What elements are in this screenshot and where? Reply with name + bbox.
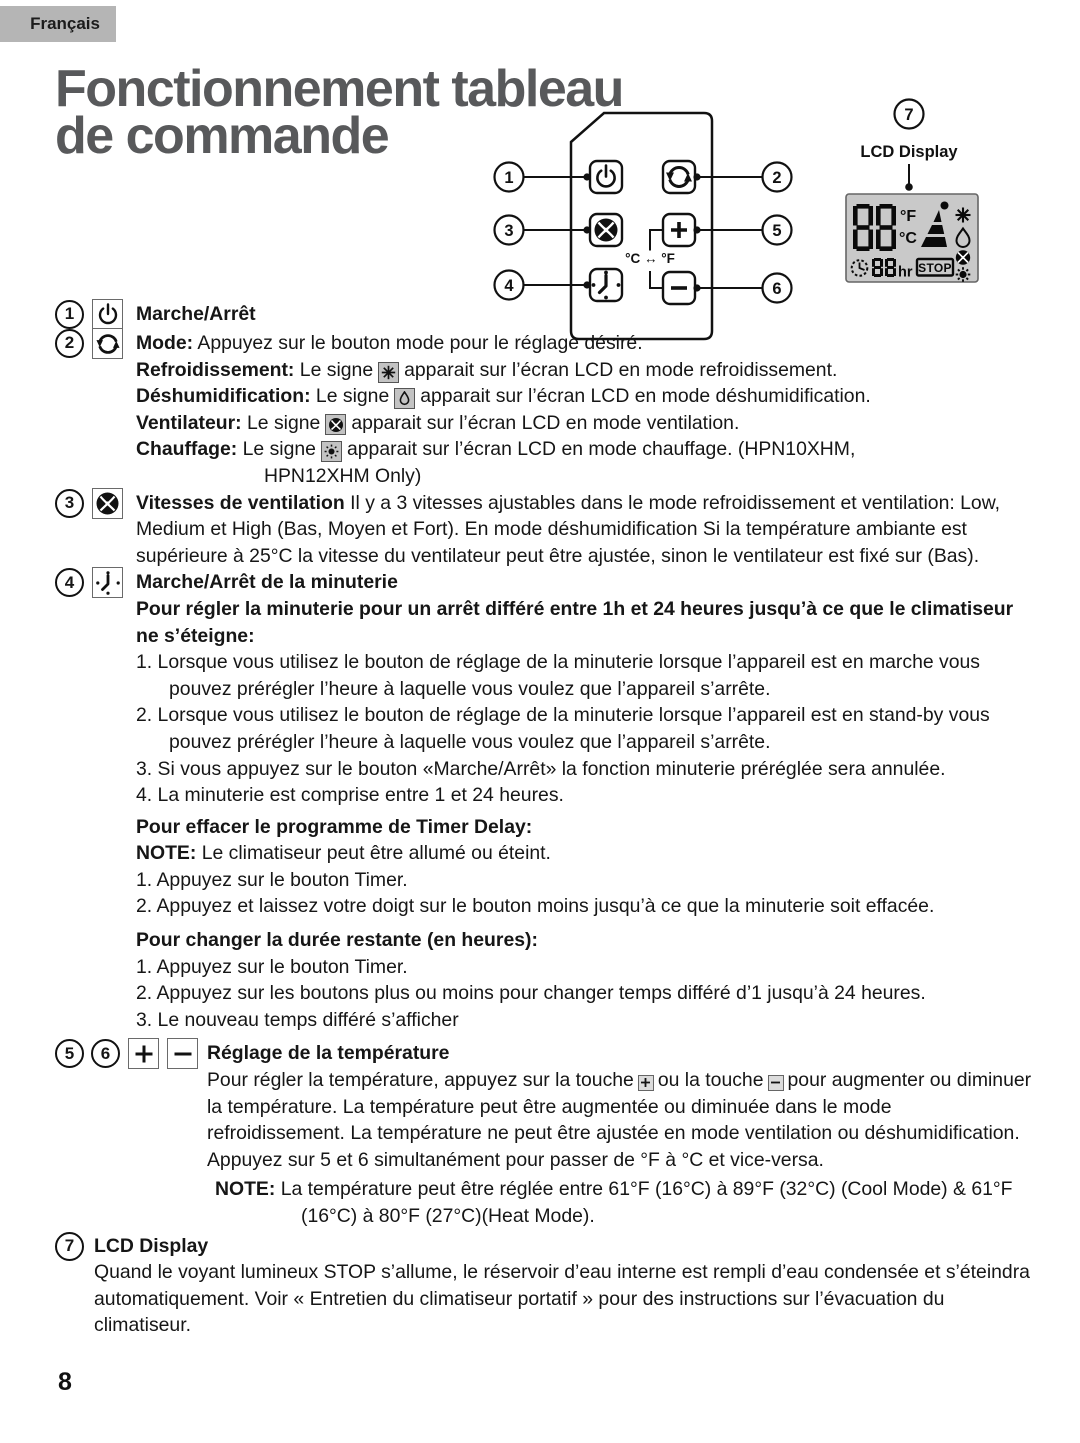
- callout-4: 4: [504, 276, 514, 295]
- item-number-4: 4: [55, 568, 84, 597]
- section-temperature: [55, 1040, 1032, 1229]
- section-mode: [55, 330, 1032, 490]
- drop-sign-box: [394, 388, 415, 409]
- timer-step: 1. Lorsque vous utilisez le bouton de réglage de la minuterie lorsque l’appareil est en marche vous pouvez prérégler l’heure à laquelle vous voulez que l’appareil s’arrête.: [136, 651, 980, 700]
- snowflake-icon: [381, 365, 396, 380]
- mode-line: Mode: Appuyez sur le bouton mode pour le réglage désiré.: [136, 332, 643, 354]
- plus-icon: [133, 1043, 155, 1065]
- change-timer-step: 1. Appuyez sur le bouton Timer.: [136, 955, 408, 978]
- mode-icon-box: [92, 328, 123, 359]
- cool-line: Refroidissement: Le signe apparait sur l’écran LCD en mode refroidissement.: [136, 358, 838, 381]
- item-number-7: 7: [55, 1232, 84, 1261]
- lcd-display-diagram: [840, 94, 992, 290]
- timer-step: 2. Lorsque vous utilisez le bouton de réglage de la minuterie lorsque l’appareil est en stand-by vous pouvez prérégler l’heure à laquelle vous voulez que l’appareil s’arrête.: [136, 704, 990, 753]
- section-timer: [55, 569, 1032, 1033]
- erase-timer-title: Pour effacer le programme de Timer Delay:: [136, 815, 533, 838]
- lcd-title: LCD Display: [94, 1234, 209, 1257]
- lcd-text: [94, 1233, 1032, 1339]
- minus-icon-box: [167, 1038, 198, 1069]
- power-icon: [96, 303, 120, 327]
- sun-sign-box: [321, 441, 342, 462]
- sun-icon: [324, 444, 339, 459]
- callout-1: 1: [504, 168, 514, 187]
- section-power: [55, 301, 1032, 330]
- lcd-paragraph: Quand le voyant lumineux STOP s’allume, le réservoir d’eau interne est rempli d’eau condensée et s’éteindra automatiquement. Voir « Entretien du climatiseur portatif » pour des instructions sur l’évacuation du climatiseur.: [94, 1261, 1030, 1337]
- timer-icon: [95, 570, 121, 596]
- temperature-note: NOTE: La température peut être réglée entre 61°F (16°C) à 89°F (32°C) (Cool Mode) & 61°F (16°C) à 80°F (27°C)(Heat Mode).: [215, 1178, 1013, 1227]
- item-number-2: 2: [55, 329, 84, 358]
- item-number-6: 6: [91, 1039, 120, 1068]
- drop-icon: [397, 391, 412, 406]
- plus-sign-box: [638, 1075, 654, 1091]
- mode-text: [136, 330, 1032, 490]
- lcd-hour-suffix: hr: [898, 264, 913, 281]
- lcd-deg-c: °C: [899, 230, 917, 247]
- timer-text: [136, 569, 1032, 1033]
- fan-sign-box: [325, 414, 346, 435]
- language-tab: [0, 6, 116, 42]
- timer-icon-box: [92, 567, 123, 598]
- plus-icon: [640, 1077, 651, 1088]
- mode-button: [663, 161, 695, 193]
- item-number-5: 5: [55, 1039, 84, 1068]
- heat-line: Chauffage: Le signe apparait sur l’écran LCD en mode chauffage. (HPN10XHM,: [136, 438, 856, 461]
- callout-2: 2: [772, 168, 782, 187]
- change-timer-step: 2. Appuyez sur les boutons plus ou moins pour changer temps différé d’1 jusqu’à 24 heures.: [136, 982, 926, 1005]
- callout-6: 6: [772, 279, 782, 298]
- stop-badge-label: STOP: [918, 260, 952, 275]
- lcd-snowflake-icon: [956, 208, 971, 223]
- change-timer-step: 3. Le nouveau temps différé s’afficher: [136, 1008, 459, 1031]
- manual-content: [55, 301, 1032, 1339]
- minus-icon: [172, 1043, 194, 1065]
- item-number-1: 1: [55, 300, 84, 329]
- snowflake-sign-box: [378, 362, 399, 383]
- callout-3: 3: [504, 221, 514, 240]
- timer-button: [590, 269, 622, 301]
- page-title-line1: Fonctionnement tableau: [55, 60, 623, 118]
- minus-button: [663, 272, 695, 304]
- erase-timer-step: 1. Appuyez sur le bouton Timer.: [136, 868, 408, 891]
- fan-icon: [328, 417, 344, 433]
- item-number-3: 3: [55, 489, 84, 518]
- language-tab-label: Français: [30, 14, 100, 33]
- minus-sign-box: [768, 1075, 784, 1091]
- section-lcd: [55, 1233, 1032, 1339]
- fan-speed-button: [590, 214, 622, 246]
- lcd-deg-f: °F: [900, 208, 917, 225]
- timer-title: Marche/Arrêt de la minuterie: [136, 571, 398, 594]
- lcd-display-label: LCD Display: [860, 143, 958, 161]
- lcd-fan-icon: [956, 250, 970, 264]
- page-number: 8: [58, 1368, 72, 1396]
- power-icon-box: [92, 299, 123, 330]
- change-timer-title: Pour changer la durée restante (en heures):: [136, 929, 538, 952]
- fan-speed-text: Vitesses de ventilation Il y a 3 vitesses ajustables dans le mode refroidissement et ventilation: Low, Medium et High (Bas, Moyen et Fort). En mode déshumidification Si la température ambiante est supérieure à 25°C la vitesse du ventilateur peut être ajustée, sinon le ventilateur est fixé sur (Bas).: [136, 491, 1001, 567]
- power-title: Marche/Arrêt: [136, 303, 256, 325]
- minus-icon: [770, 1077, 781, 1088]
- power-button: [590, 161, 622, 193]
- fan-icon: [595, 219, 618, 242]
- unit-toggle-label: °C ↔ °F: [625, 251, 675, 266]
- section-fan-speed: [55, 490, 1032, 570]
- callout-7: 7: [904, 105, 914, 124]
- temperature-title: Réglage de la température: [207, 1042, 450, 1065]
- fan-line: Ventilateur: Le signe apparait sur l’écran LCD en mode ventilation.: [136, 411, 740, 434]
- heat-model-line: HPN12XHM Only): [264, 464, 422, 487]
- fan-icon-box: [92, 488, 123, 519]
- mode-icon: [95, 331, 121, 357]
- callout-5: 5: [772, 221, 782, 240]
- timer-subtitle: Pour régler la minuterie pour un arrêt différé entre 1h et 24 heures jusqu’à ce que le climatiseur ne s’éteigne:: [136, 597, 1014, 647]
- timer-step: 4. La minuterie est comprise entre 1 et 24 heures.: [136, 784, 564, 807]
- timer-step: 3. Si vous appuyez sur le bouton «Marche/Arrêt» la fonction minuterie préréglée sera annulée.: [136, 757, 946, 780]
- temperature-paragraph: Pour régler la température, appuyez sur la touche ou la touche pour augmenter ou diminuer la température. La température peut être augmentée ou diminuée dans le mode refroidissement. La température ne peut être ajustée en mode ventilation ou déshumidification. Appuyez sur 5 et 6 simultanément pour passer de °F à °C et vice-versa.: [207, 1069, 1032, 1171]
- dry-line: Déshumidification: Le signe apparait sur l’écran LCD en mode déshumidification.: [136, 385, 871, 408]
- lcd-pointer-dot: [905, 183, 913, 191]
- temperature-text: [207, 1040, 1032, 1229]
- stop-badge: [917, 259, 953, 276]
- page-title-line2: de commande: [55, 107, 389, 165]
- plus-button: [663, 214, 695, 246]
- erase-timer-step: 2. Appuyez et laissez votre doigt sur le bouton moins jusqu’à ce que la minuterie soit effacée.: [136, 895, 935, 918]
- fan-icon: [95, 491, 120, 516]
- plus-icon-box: [128, 1038, 159, 1069]
- erase-timer-note: NOTE: Le climatiseur peut être allumé ou éteint.: [136, 842, 551, 865]
